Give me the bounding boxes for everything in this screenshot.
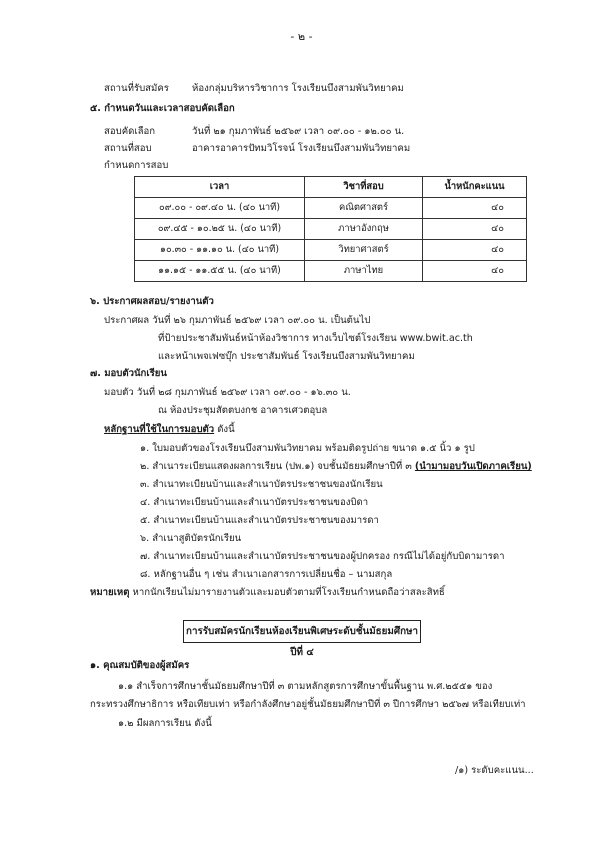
- row-weight: ๔๐: [423, 240, 527, 261]
- exam-schedule-table: [134, 176, 527, 282]
- row-subject: ภาษาอังกฤษ: [305, 219, 423, 240]
- row-time: ๑๐.๓๐ - ๑๑.๑๐ น. (๔๐ นาที): [135, 240, 305, 261]
- note-label: หมายเหตุ: [90, 587, 130, 598]
- row-weight: ๔๐: [423, 198, 527, 219]
- table-header-row: [135, 177, 527, 198]
- qualification-1-line1: ๑.๑ สำเร็จการศึกษาชั้นมัธยมศึกษาปีที่ ๓ ตามหลักสูตรการศึกษาขั้นพื้นฐาน พ.ศ.๒๕๕๑ ของ: [118, 681, 493, 692]
- page-number: - ๒ -: [290, 30, 313, 43]
- row-subject: ภาษาไทย: [305, 261, 423, 282]
- announce-line2: ที่ป้ายประชาสัมพันธ์หน้าห้องวิชาการ ทางเว็บไซต์โรงเรียน www.bwit.ac.th: [158, 333, 473, 344]
- row-subject: คณิตศาสตร์: [305, 198, 423, 219]
- header-subject: วิชาที่สอบ: [305, 177, 423, 198]
- table-row: [135, 240, 527, 261]
- venue-label: สถานที่รับสมัคร: [104, 83, 169, 94]
- qualifications-heading: ๑. คุณสมบัติของผู้สมัคร: [90, 660, 190, 671]
- venue-value: ห้องกลุ่มบริหารวิชาการ โรงเรียนบึงสามพันวิทยาคม: [192, 83, 404, 94]
- document-item: ๔. สำเนาทะเบียนบ้านและสำเนาบัตรประชาชนของบิดา: [140, 497, 369, 508]
- row-time: ๐๙.๔๕ - ๑๐.๒๕ น. (๔๐ นาที): [135, 219, 305, 240]
- row-weight: ๔๐: [423, 261, 527, 282]
- documents-heading-line: [104, 424, 235, 436]
- section7-heading: ๗. มอบตัวนักเรียน: [90, 368, 167, 379]
- section5-heading: ๕. กำหนดวันและเวลาสอบคัดเลือก: [90, 103, 235, 114]
- section6-heading: ๖. ประกาศผลสอบ/รายงานตัว: [90, 296, 214, 307]
- continuation-note: /๑) ระดับคะแนน...: [455, 765, 534, 776]
- announce-line3: และหน้าเพจเฟซบุ๊ก ประชาสัมพันธ์ โรงเรียนบึงสามพันวิทยาคม: [158, 351, 415, 362]
- enroll-line2: ณ ห้องประชุมสัตตบงกช อาคารเศวตอุบล: [158, 405, 328, 416]
- document-item: ๓. สำเนาทะเบียนบ้านและสำเนาบัตรประชาชนของนักเรียน: [140, 479, 383, 490]
- document-item: ๑. ใบมอบตัวของโรงเรียนบึงสามพันวิทยาคม พร้อมติดรูปถ่าย ขนาด ๑.๕ นิ้ว ๑ รูป: [140, 443, 475, 454]
- header-weight: น้ำหนักคะแนน: [423, 177, 527, 198]
- note-text: หากนักเรียนไม่มารายงานตัวและมอบตัวตามที่โรงเรียนกำหนดถือว่าสละสิทธิ์: [129, 587, 445, 598]
- table-row: [135, 261, 527, 282]
- table-row: [135, 219, 527, 240]
- document-item-emphasis: (นำมามอบวันเปิดภาคเรียน): [414, 461, 532, 472]
- row-subject: วิทยาศาสตร์: [305, 240, 423, 261]
- document-item: ๘. หลักฐานอื่น ๆ เช่น สำเนาเอกสารการเปลี่ยนชื่อ – นามสกุล: [140, 569, 393, 580]
- document-item: ๒. สำเนาระเบียนแสดงผลการเรียน (ปพ.๑) จบชั้นมัธยมศึกษาปีที่ ๓ (นำมามอบวันเปิดภาคเรียน): [140, 461, 532, 472]
- row-time: ๐๙.๐๐ - ๐๙.๔๐ น. (๔๐ นาที): [135, 198, 305, 219]
- exam-value: วันที่ ๒๑ กุมภาพันธ์ ๒๕๖๙ เวลา ๐๙.๐๐ - ๑๒.๐๐ น.: [192, 126, 405, 137]
- header-time: เวลา: [135, 177, 305, 198]
- special-program-title-box: การรับสมัครนักเรียนห้องเรียนพิเศษระดับชั้นมัธยมศึกษาปีที่ ๔: [183, 620, 421, 643]
- document-item: ๖. สำเนาสูติบัตรนักเรียน: [140, 533, 242, 544]
- documents-heading-suffix: ดังนี้: [214, 424, 235, 435]
- exam-place-value: อาคารอาคารปัทมวิโรจน์ โรงเรียนบึงสามพันวิทยาคม: [192, 143, 411, 154]
- note-line: [90, 587, 445, 599]
- announce-line1: ประกาศผล วันที่ ๒๖ กุมภาพันธ์ ๒๕๖๙ เวลา ๐๙.๐๐ น. เป็นต้นไป: [104, 315, 371, 326]
- row-time: ๑๑.๑๕ - ๑๑.๕๕ น. (๔๐ นาที): [135, 261, 305, 282]
- qualification-1-line2: กระทรวงศึกษาธิการ หรือเทียบเท่า หรือกำลังศึกษาอยู่ชั้นมัธยมศึกษาปีที่ ๓ ปีการศึกษา ๒๕๖๗ หรือเทียบเท่า: [90, 699, 526, 710]
- document-item: ๕. สำเนาทะเบียนบ้านและสำเนาบัตรประชาชนของมารดา: [140, 515, 379, 526]
- documents-heading: หลักฐานที่ใช้ในการมอบตัว: [104, 424, 215, 435]
- qualification-2: ๑.๒ มีผลการเรียน ดังนี้: [118, 718, 212, 729]
- schedule-label: กำหนดการสอบ: [104, 160, 169, 171]
- table-row: [135, 198, 527, 219]
- document-item: ๗. สำเนาทะเบียนบ้านและสำเนาบัตรประชาชนของผู้ปกครอง กรณีไม่ได้อยู่กับบิดามารดา: [140, 551, 505, 562]
- row-weight: ๔๐: [423, 219, 527, 240]
- enroll-line1: มอบตัว วันที่ ๒๘ กุมภาพันธ์ ๒๕๖๙ เวลา ๐๙.๐๐ - ๑๖.๓๐ น.: [104, 387, 351, 398]
- exam-label: สอบคัดเลือก: [104, 126, 156, 137]
- exam-place-label: สถานที่สอบ: [104, 143, 152, 154]
